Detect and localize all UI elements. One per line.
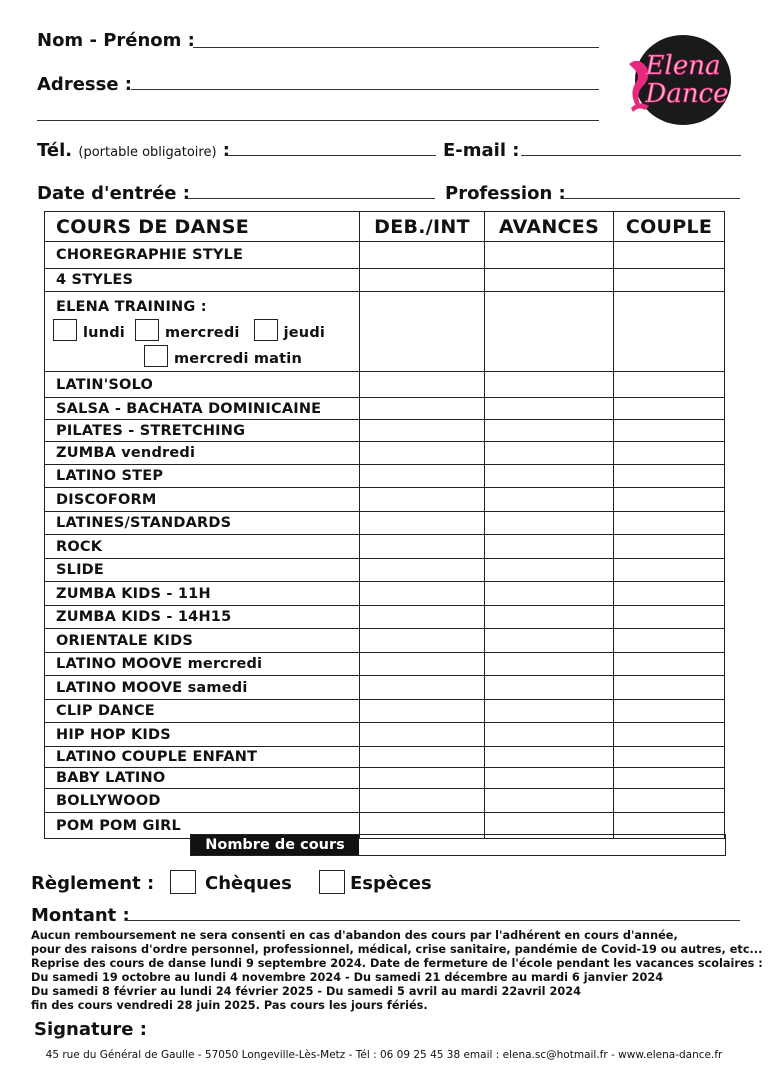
mercredi-matin-label: mercredi matin: [174, 351, 302, 367]
nom-prenom-field[interactable]: [193, 47, 599, 48]
cell-deb-int[interactable]: [360, 653, 485, 676]
cell-deb-int[interactable]: [360, 559, 485, 582]
cell-avances[interactable]: [485, 512, 614, 535]
course-name: POM POM GIRL: [45, 813, 360, 839]
cell-deb-int[interactable]: [360, 747, 485, 768]
course-name: HIP HOP KIDS: [45, 723, 360, 747]
training-cell: [45, 292, 360, 372]
adresse-label: Adresse :: [37, 74, 133, 95]
course-name: BOLLYWOOD: [45, 789, 360, 813]
mercredi-label: mercredi: [164, 325, 240, 341]
table-row: [45, 723, 725, 747]
cell-avances[interactable]: [485, 398, 614, 420]
cell-couple[interactable]: [614, 768, 725, 789]
cell-avances[interactable]: [485, 629, 614, 653]
table-row: [45, 789, 725, 813]
header-cours: COURS DE DANSE: [45, 212, 360, 242]
cell-deb-int[interactable]: [360, 789, 485, 813]
header-avances: AVANCES: [485, 212, 614, 242]
course-name: SLIDE: [45, 559, 360, 582]
cell-avances[interactable]: [485, 292, 614, 372]
table-row: [45, 768, 725, 789]
course-name: CHOREGRAPHIE STYLE: [45, 242, 360, 269]
adresse-field[interactable]: [131, 89, 599, 90]
cell-couple[interactable]: [614, 653, 725, 676]
nombre-de-cours-row: [190, 834, 726, 856]
cell-avances[interactable]: [485, 653, 614, 676]
cell-deb-int[interactable]: [360, 768, 485, 789]
course-name: LATINES/STANDARDS: [45, 512, 360, 535]
cell-couple[interactable]: [614, 629, 725, 653]
course-name: ZUMBA KIDS - 11H: [45, 582, 360, 606]
profession-label: Profession :: [445, 183, 566, 204]
cell-couple[interactable]: [614, 512, 725, 535]
notice-line: Reprise des cours de danse lundi 9 septembre 2024. Date de fermeture de l'école pendant les vacances scolaires :: [31, 957, 763, 970]
course-name: SALSA - BACHATA DOMINICAINE: [45, 398, 360, 420]
course-name: 4 STYLES: [45, 269, 360, 292]
table-row: [45, 465, 725, 488]
notice-line: fin des cours vendredi 28 juin 2025. Pas cours les jours fériés.: [31, 999, 428, 1012]
cell-avances[interactable]: [485, 269, 614, 292]
cheques-checkbox[interactable]: [170, 870, 196, 894]
cell-deb-int[interactable]: [360, 512, 485, 535]
cell-couple[interactable]: [614, 700, 725, 723]
notice-line: Aucun remboursement ne sera consenti en cas d'abandon des cours par l'adhérent en cours d'année,: [31, 929, 678, 942]
table-row: [45, 653, 725, 676]
cell-deb-int[interactable]: [360, 606, 485, 629]
jeudi-label: jeudi: [283, 325, 326, 341]
cell-couple[interactable]: [614, 789, 725, 813]
cell-deb-int[interactable]: [360, 420, 485, 442]
cell-avances[interactable]: [485, 465, 614, 488]
table-row: [45, 398, 725, 420]
cell-avances[interactable]: [485, 700, 614, 723]
jeudi-checkbox[interactable]: [254, 319, 278, 341]
notice-text: [31, 929, 763, 1013]
table-row: [45, 629, 725, 653]
table-row: [45, 512, 725, 535]
nom-prenom-label: Nom - Prénom :: [37, 30, 195, 51]
table-header-row: [45, 212, 725, 242]
table-row-training: [45, 292, 725, 372]
tel-colon: :: [222, 140, 230, 161]
table-row: [45, 372, 725, 398]
course-name: PILATES - STRETCHING: [45, 420, 360, 442]
cell-avances[interactable]: [485, 488, 614, 512]
tel-field[interactable]: [226, 155, 436, 156]
course-name: ORIENTALE KIDS: [45, 629, 360, 653]
table-row: [45, 676, 725, 700]
cell-deb-int[interactable]: [360, 442, 485, 465]
adresse-field-line2[interactable]: [37, 120, 599, 121]
elena-dance-logo: [621, 34, 731, 126]
cell-deb-int[interactable]: [360, 242, 485, 269]
cell-avances[interactable]: [485, 789, 614, 813]
course-name: LATIN'SOLO: [45, 372, 360, 398]
cell-couple[interactable]: [614, 242, 725, 269]
cell-avances[interactable]: [485, 747, 614, 768]
especes-checkbox[interactable]: [319, 870, 345, 894]
cell-avances[interactable]: [485, 723, 614, 747]
logo-text-dance: Dance: [645, 79, 729, 109]
course-name: ZUMBA KIDS - 14H15: [45, 606, 360, 629]
table-row: [45, 242, 725, 269]
cell-avances[interactable]: [485, 559, 614, 582]
course-name: LATINO MOOVE samedi: [45, 676, 360, 700]
cell-couple[interactable]: [614, 582, 725, 606]
notice-line: pour des raisons d'ordre personnel, professionnel, médical, crise sanitaire, pandémie de Covid-19 ou autres, etc...: [31, 943, 763, 956]
cell-avances[interactable]: [485, 242, 614, 269]
cell-deb-int[interactable]: [360, 488, 485, 512]
cell-deb-int[interactable]: [360, 723, 485, 747]
email-label: E-mail :: [443, 140, 520, 161]
table-row: [45, 559, 725, 582]
reglement-label: Règlement :: [31, 873, 155, 894]
cell-deb-int[interactable]: [360, 465, 485, 488]
lundi-label: lundi: [83, 325, 125, 341]
cell-couple[interactable]: [614, 398, 725, 420]
cell-avances[interactable]: [485, 606, 614, 629]
cell-couple[interactable]: [614, 442, 725, 465]
montant-label: Montant :: [31, 905, 130, 926]
date-entree-label: Date d'entrée :: [37, 183, 190, 204]
cell-deb-int[interactable]: [360, 535, 485, 559]
cell-couple[interactable]: [614, 372, 725, 398]
course-name: DISCOFORM: [45, 488, 360, 512]
especes-label: Espèces: [350, 873, 432, 894]
cell-deb-int[interactable]: [360, 629, 485, 653]
header-couple: COUPLE: [614, 212, 725, 242]
notice-line: Du samedi 8 février au lundi 24 février 2025 - Du samedi 5 avril au mardi 22avril 2024: [31, 985, 581, 998]
course-name: LATINO MOOVE mercredi: [45, 653, 360, 676]
email-field[interactable]: [521, 155, 741, 156]
tel-note: (portable obligatoire): [78, 145, 217, 160]
table-row: [45, 747, 725, 768]
cell-avances[interactable]: [485, 582, 614, 606]
table-row: [45, 535, 725, 559]
montant-field[interactable]: [125, 920, 740, 921]
cell-couple[interactable]: [614, 465, 725, 488]
table-row: [45, 420, 725, 442]
mercredi-checkbox[interactable]: [135, 319, 159, 341]
table-row: [45, 488, 725, 512]
cell-avances[interactable]: [485, 372, 614, 398]
nombre-de-cours-label: Nombre de cours: [191, 835, 359, 855]
cell-deb-int[interactable]: [360, 292, 485, 372]
courses-table: [44, 211, 725, 839]
course-name: ZUMBA vendredi: [45, 442, 360, 465]
table-row: [45, 582, 725, 606]
cell-avances[interactable]: [485, 535, 614, 559]
profession-field[interactable]: [562, 198, 740, 199]
cell-couple[interactable]: [614, 488, 725, 512]
tel-label: Tél.: [37, 140, 73, 161]
course-name: LATINO STEP: [45, 465, 360, 488]
logo-text-elena: Elena: [645, 51, 721, 81]
cell-couple[interactable]: [614, 559, 725, 582]
cell-deb-int[interactable]: [360, 269, 485, 292]
course-name: CLIP DANCE: [45, 700, 360, 723]
table-row: [45, 269, 725, 292]
cell-avances[interactable]: [485, 442, 614, 465]
table-row: [45, 442, 725, 465]
cheques-label: Chèques: [205, 873, 292, 894]
training-title: ELENA TRAINING :: [56, 299, 207, 315]
cell-couple[interactable]: [614, 606, 725, 629]
cell-deb-int[interactable]: [360, 676, 485, 700]
footer-contact: 45 rue du Général de Gaulle - 57050 Longeville-Lès-Metz - Tél : 06 09 25 45 38 email : elena.sc@hotmail.fr - www.elena-dance.fr: [45, 1049, 723, 1061]
cell-couple[interactable]: [614, 676, 725, 700]
cell-avances[interactable]: [485, 676, 614, 700]
cell-deb-int[interactable]: [360, 372, 485, 398]
header-deb-int: DEB./INT: [360, 212, 485, 242]
table-row: [45, 606, 725, 629]
notice-line: Du samedi 19 octobre au lundi 4 novembre 2024 - Du samedi 21 décembre au mardi 6 janvier 2024: [31, 971, 664, 984]
cell-couple[interactable]: [614, 747, 725, 768]
date-entree-field[interactable]: [186, 198, 435, 199]
course-name: BABY LATINO: [45, 768, 360, 789]
cell-couple[interactable]: [614, 535, 725, 559]
course-name: ROCK: [45, 535, 360, 559]
lundi-checkbox[interactable]: [53, 319, 77, 341]
cell-avances[interactable]: [485, 768, 614, 789]
cell-deb-int[interactable]: [360, 398, 485, 420]
mercredi-matin-checkbox[interactable]: [144, 345, 168, 367]
cell-deb-int[interactable]: [360, 582, 485, 606]
cell-deb-int[interactable]: [360, 700, 485, 723]
cell-avances[interactable]: [485, 420, 614, 442]
table-row: [45, 700, 725, 723]
cell-couple[interactable]: [614, 269, 725, 292]
signature-label: Signature :: [34, 1019, 147, 1040]
cell-couple[interactable]: [614, 292, 725, 372]
cell-couple[interactable]: [614, 420, 725, 442]
course-name: LATINO COUPLE ENFANT: [45, 747, 360, 768]
tel-label-group: [37, 140, 230, 161]
cell-couple[interactable]: [614, 723, 725, 747]
